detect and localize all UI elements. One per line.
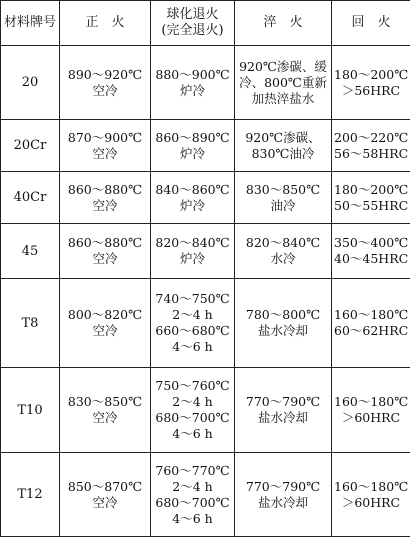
cell-line: 680～700℃ (153, 410, 232, 426)
cell-line: 2～4 h (153, 479, 232, 495)
cell-line: 160～180℃ (334, 479, 408, 495)
cell-line: 炉冷 (153, 83, 232, 99)
cell-line: 770～790℃ (237, 394, 329, 410)
table-row (1, 120, 410, 172)
cell-line: 冷、800℃重新 (237, 75, 329, 91)
normalizing-cell (60, 279, 151, 368)
cell-line: 盐水冷却 (237, 410, 329, 426)
cell-line: 200～220℃ (334, 130, 408, 146)
cell-line: 780～800℃ (237, 307, 329, 323)
cell-line: 830～850℃ (237, 182, 329, 198)
grade-cell (1, 172, 60, 224)
cell-line: 空冷 (62, 146, 148, 162)
annealing-cell (151, 279, 235, 368)
header-quenching: 淬 火 (235, 1, 332, 46)
cell-line: ＞60HRC (334, 410, 408, 426)
tempering-cell (332, 279, 410, 368)
cell-line: 空冷 (62, 83, 148, 99)
cell-line: 740～750℃ (153, 291, 232, 307)
cell-line: 680～700℃ (153, 495, 232, 511)
normalizing-cell (60, 120, 151, 172)
cell-line: 180～200℃ (334, 182, 408, 198)
grade-cell (1, 368, 60, 453)
tempering-cell (332, 172, 410, 224)
cell-line: 860～880℃ (62, 182, 148, 198)
cell-line: 50～55HRC (334, 198, 408, 214)
cell-line: 油冷 (237, 198, 329, 214)
tempering-cell (332, 120, 410, 172)
tempering-cell (332, 46, 410, 120)
tempering-cell (332, 453, 410, 537)
table-row (1, 453, 410, 537)
cell-line: 350～400℃ (334, 235, 408, 251)
quenching-cell (235, 224, 332, 279)
cell-line: 60～62HRC (334, 323, 408, 339)
quenching-cell (235, 172, 332, 224)
cell-line: 860～880℃ (62, 235, 148, 251)
cell-line: 加热淬盐水 (237, 91, 329, 107)
cell-line: 920℃渗碳、缓 (237, 59, 329, 75)
header-tempering: 回 火 (332, 1, 410, 46)
grade-cell (1, 279, 60, 368)
grade-cell (1, 224, 60, 279)
table-row (1, 172, 410, 224)
cell-line: ＞60HRC (334, 495, 408, 511)
table-row (1, 46, 410, 120)
tempering-cell (332, 224, 410, 279)
cell-line: 空冷 (62, 323, 148, 339)
grade-cell (1, 120, 60, 172)
cell-line: 660～680℃ (153, 323, 232, 339)
cell-line: 850～870℃ (62, 479, 148, 495)
annealing-cell (151, 46, 235, 120)
cell-line: 180～200℃ (334, 67, 408, 83)
cell-line: 空冷 (62, 495, 148, 511)
cell-line: 160～180℃ (334, 394, 408, 410)
header-spheroidizing: 球化退火 (完全退火) (151, 1, 235, 46)
cell-line: 空冷 (62, 410, 148, 426)
grade-label: T8 (22, 316, 39, 331)
grade-cell (1, 453, 60, 537)
normalizing-cell (60, 172, 151, 224)
cell-line: 炉冷 (153, 198, 232, 214)
cell-line: 830～850℃ (62, 394, 148, 410)
cell-line: 820～840℃ (237, 235, 329, 251)
cell-line: 880～900℃ (153, 67, 232, 83)
grade-label: 20Cr (14, 138, 47, 153)
header-grade: 材料牌号 (1, 1, 60, 46)
grade-label: 40Cr (14, 190, 47, 205)
cell-line: 840～860℃ (153, 182, 232, 198)
normalizing-cell (60, 368, 151, 453)
cell-line: 2～4 h (153, 394, 232, 410)
quenching-cell (235, 279, 332, 368)
normalizing-cell (60, 224, 151, 279)
table-row (1, 224, 410, 279)
quenching-cell (235, 46, 332, 120)
cell-line: 890～920℃ (62, 67, 148, 83)
grade-label: 20 (22, 75, 39, 90)
annealing-cell (151, 368, 235, 453)
cell-line: 4～6 h (153, 339, 232, 355)
cell-line: 盐水冷却 (237, 495, 329, 511)
quenching-cell (235, 453, 332, 537)
cell-line: 空冷 (62, 198, 148, 214)
header-row (1, 1, 410, 46)
cell-line: 炉冷 (153, 146, 232, 162)
cell-line: 空冷 (62, 251, 148, 267)
normalizing-cell (60, 453, 151, 537)
cell-line: 4～6 h (153, 511, 232, 527)
annealing-cell (151, 172, 235, 224)
cell-line: 760～770℃ (153, 463, 232, 479)
cell-line: 56～58HRC (334, 146, 408, 162)
cell-line: 800～820℃ (62, 307, 148, 323)
cell-line: 40～45HRC (334, 251, 408, 267)
quenching-cell (235, 368, 332, 453)
cell-line: 920℃渗碳、 (237, 130, 329, 146)
table-row (1, 279, 410, 368)
annealing-cell (151, 453, 235, 537)
table-row (1, 368, 410, 453)
grade-label: T10 (17, 403, 42, 418)
cell-line: 4～6 h (153, 426, 232, 442)
cell-line: 870～900℃ (62, 130, 148, 146)
cell-line: 750～760℃ (153, 378, 232, 394)
annealing-cell (151, 224, 235, 279)
quenching-cell (235, 120, 332, 172)
header-normalizing: 正 火 (60, 1, 151, 46)
cell-line: 860～890℃ (153, 130, 232, 146)
cell-line: 820～840℃ (153, 235, 232, 251)
cell-line: 830℃油冷 (237, 146, 329, 162)
grade-label: T12 (17, 487, 42, 502)
cell-line: 盐水冷却 (237, 323, 329, 339)
grade-label: 45 (22, 244, 39, 259)
cell-line: 水冷 (237, 251, 329, 267)
cell-line: 160～180℃ (334, 307, 408, 323)
normalizing-cell (60, 46, 151, 120)
cell-line: 2～4 h (153, 307, 232, 323)
cell-line: 炉冷 (153, 251, 232, 267)
cell-line: 770～790℃ (237, 479, 329, 495)
grade-cell (1, 46, 60, 120)
cell-line: ＞56HRC (334, 83, 408, 99)
tempering-cell (332, 368, 410, 453)
annealing-cell (151, 120, 235, 172)
